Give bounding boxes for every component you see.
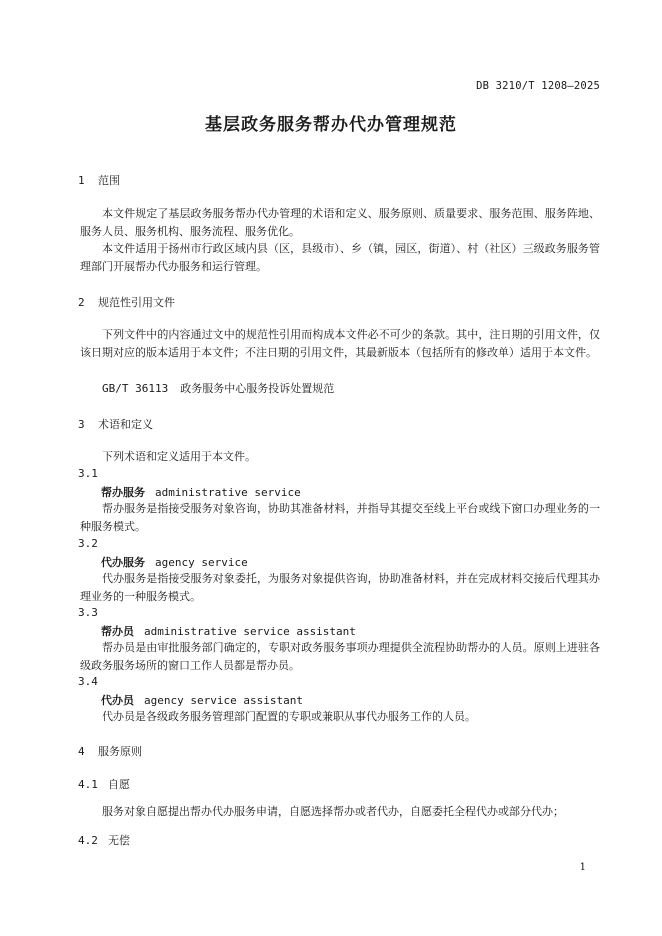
section-1-paragraph-1: 本文件规定了基层政务服务帮办代办管理的术语和定义、服务原则、质量要求、服务范围、服务阵地、服务人员、服务机构、服务流程、服务优化。: [80, 207, 600, 238]
term-heading: [101, 623, 356, 639]
term-number: 3.3: [78, 606, 98, 619]
term-number: 3.2: [78, 537, 98, 550]
term-chinese: 帮办服务: [101, 486, 145, 499]
document-number: DB 3210/T 1208—2025: [476, 80, 600, 92]
document-title: 基层政务服务帮办代办管理规范: [205, 115, 457, 135]
term-heading: [101, 692, 303, 708]
section-1-heading: [78, 172, 120, 188]
section-number: 4: [78, 745, 85, 758]
subsection-4-1-heading: [78, 776, 130, 792]
section-title: 服务原则: [98, 745, 142, 758]
subsection-title: 无偿: [108, 834, 130, 847]
section-1-paragraph-2: 本文件适用于扬州市行政区域内县（区，县级市）、乡（镇，园区，街道）、村（社区）三级政务服务管理部门开展帮办代办服务和运行管理。: [80, 242, 600, 273]
section-2-heading: [78, 294, 175, 310]
term-heading: [101, 554, 248, 570]
normative-reference: [102, 380, 334, 396]
page-number: 1: [579, 862, 586, 873]
term-english: administrative service: [155, 486, 301, 499]
term-definition: 帮办服务是指接受服务对象咨询，协助其准备材料，并指导其提交至线上平台或线下窗口办理业务的一种服务模式。: [80, 502, 600, 533]
term-english: agency service: [155, 556, 248, 569]
term-chinese: 帮办员: [101, 625, 134, 638]
term-number: 3.1: [78, 467, 98, 480]
term-chinese: 代办服务: [101, 556, 145, 569]
subsection-number: 4.1: [78, 778, 98, 791]
reference-code: GB/T 36113: [102, 382, 169, 395]
term-chinese: 代办员: [101, 694, 134, 707]
term-english: agency service assistant: [144, 694, 303, 707]
term-number: 3.4: [78, 675, 98, 688]
section-2-paragraph-1: 下列文件中的内容通过文中的规范性引用而构成本文件必不可少的条款。其中，注日期的引用文件，仅该日期对应的版本适用于本文件；不注日期的引用文件，其最新版本（包括所有的修改单）适用于本文件。: [80, 328, 600, 359]
reference-title: 政务服务中心服务投诉处置规范: [180, 382, 335, 395]
subsection-4-2-heading: [78, 832, 130, 848]
section-number: 2: [78, 296, 85, 309]
term-definition: 帮办员是由审批服务部门确定的，专职对政务服务事项办理提供全流程协助帮办的人员。原则上进驻各级政务服务场所的窗口工作人员都是帮办员。: [80, 641, 600, 672]
section-number: 1: [78, 174, 85, 187]
term-heading: [101, 484, 301, 500]
section-number: 3: [78, 418, 85, 431]
section-title: 规范性引用文件: [98, 296, 175, 309]
subsection-title: 自愿: [108, 778, 130, 791]
subsection-number: 4.2: [78, 834, 98, 847]
section-3-heading: [78, 416, 153, 432]
section-3-intro: 下列术语和定义适用于本文件。: [102, 450, 256, 463]
term-definition: 代办员是各级政务服务管理部门配置的专职或兼职从事代办服务工作的人员。: [102, 710, 476, 723]
section-title: 范围: [98, 174, 120, 187]
subsection-4-1-paragraph: 服务对象自愿提出帮办代办服务申请，自愿选择帮办或者代办，自愿委托全程代办或部分代办；: [102, 805, 564, 818]
section-4-heading: [78, 743, 142, 759]
term-english: administrative service assistant: [144, 625, 356, 638]
section-title: 术语和定义: [98, 418, 153, 431]
term-definition: 代办服务是指接受服务对象委托，为服务对象提供咨询，协助准备材料，并在完成材料交接后代理其办理业务的一种服务模式。: [80, 572, 600, 603]
